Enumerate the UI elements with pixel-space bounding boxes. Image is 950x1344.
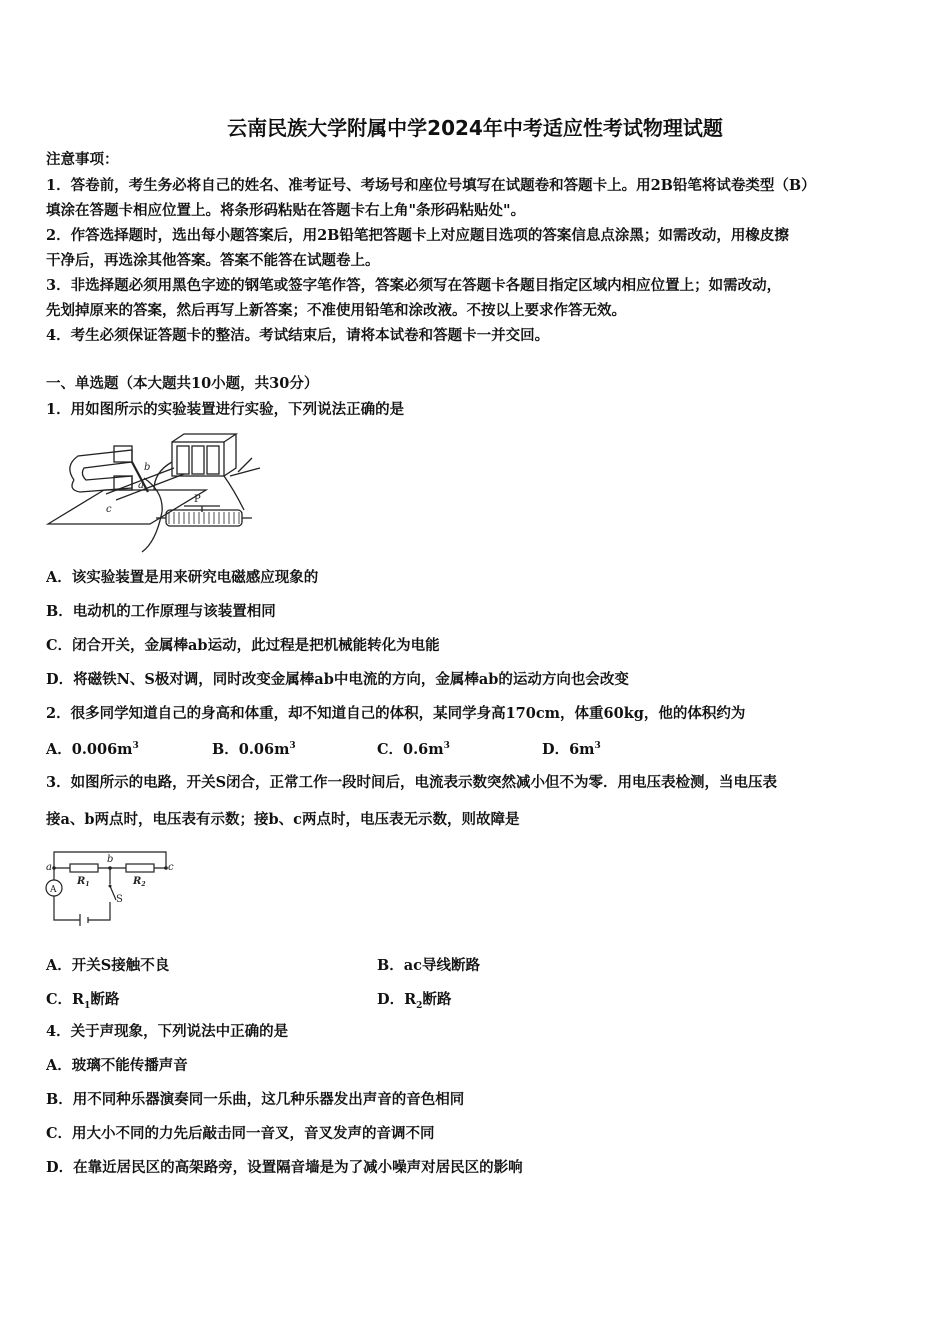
q1-option-d: D．将磁铁N、S极对调，同时改变金属棒ab中电流的方向，金属棒ab的运动方向也会改变 xyxy=(46,671,629,688)
q1-rail-2 xyxy=(116,474,184,500)
q1-stem: 1．用如图所示的实验装置进行实验，下列说法正确的是 xyxy=(46,401,405,418)
q4-option-c: C．用大小不同的力先后敲击同一音叉，音叉发声的音调不同 xyxy=(46,1125,435,1142)
q4-option-a: A．玻璃不能传播声音 xyxy=(46,1057,188,1074)
q3-stem-line-1: 3．如图所示的电路，开关S闭合，正常工作一段时间后，电流表示数突然减小但不为零．用电压表检测，当电压表 xyxy=(46,774,778,791)
q3-resistor-r1 xyxy=(70,864,98,872)
q3-label-switch: S xyxy=(116,894,123,905)
q2-stem: 2．很多同学知道自己的身高和体重，却不知道自己的体积，某同学身高170cm，体重60kg，他的体积约为 xyxy=(46,705,746,722)
q3-stem-line-2: 接a、b两点时，电压表有示数；接b、c两点时，电压表无示数，则故障是 xyxy=(46,811,520,828)
q1-cell-2 xyxy=(192,446,204,474)
notice-line-5: 3．非选择题必须用黑色字迹的钢笔或签字笔作答，答案必须写在答题卡各题目指定区域内相应位置上；如需改动， xyxy=(46,277,782,294)
q1-cell-1 xyxy=(177,446,189,474)
q3-label-ammeter: A xyxy=(50,885,57,895)
q3-switch-contact xyxy=(109,885,112,888)
q4-stem: 4．关于声现象，下列说法中正确的是 xyxy=(46,1023,289,1040)
q2-option-b: B．$0.06m^3$ xyxy=(212,741,296,758)
q2-option-a: A．$0.006m^3$ xyxy=(46,741,139,758)
notice-line-1: 1．答卷前，考生务必将自己的姓名、准考证号、考场号和座位号填写在试题卷和答题卡上。用2B铅笔将试卷类型（B） xyxy=(46,177,816,194)
q3-resistor-r2 xyxy=(126,864,154,872)
q3-option-c: C．$R_1$断路 xyxy=(46,991,120,1011)
notice-line-3: 2．作答选择题时，选出每小题答案后，用2B铅笔把答题卡上对应题目选项的答案信息点涂黑；如需改动，用橡皮擦 xyxy=(46,227,789,244)
q3-option-d: D．$R_2$断路 xyxy=(377,991,452,1011)
q1-label-b: b xyxy=(144,462,151,473)
q1-battery-top xyxy=(172,434,236,442)
q1-label-a: a xyxy=(138,480,144,491)
notice-line-4: 干净后，再选涂其他答案。答案不能答在试题卷上。 xyxy=(46,252,380,269)
q1-wire-2 xyxy=(154,462,172,490)
notice-line-2: 填涂在答题卡相应位置上。将条形码粘贴在答题卡右上角"条形码粘贴处"。 xyxy=(46,202,526,219)
q3-label-b: b xyxy=(107,854,114,865)
notice-heading: 注意事项： xyxy=(46,151,119,168)
q3-battery xyxy=(80,914,88,926)
q1-option-a: A．该实验装置是用来研究电磁感应现象的 xyxy=(46,569,319,586)
q1-label-p: P xyxy=(194,494,201,505)
q3-label-c: c xyxy=(168,862,174,873)
q3-circuit-figure xyxy=(44,846,178,928)
q1-option-c: C．闭合开关，金属棒ab运动，此过程是把机械能转化为电能 xyxy=(46,637,440,654)
q1-magnet-pole-top xyxy=(114,446,132,462)
q3-label-r1: $R_1$ xyxy=(77,876,90,888)
q1-battery-box xyxy=(172,442,224,476)
q1-option-b: B．电动机的工作原理与该装置相同 xyxy=(46,603,276,620)
q3-label-a: a xyxy=(46,862,52,873)
q3-node-a xyxy=(52,866,56,870)
q2-option-d: D．$6m^3$ xyxy=(542,741,601,758)
q3-label-r2: $R_2$ xyxy=(133,876,146,888)
notice-line-7: 4．考生必须保证答题卡的整洁。考试结束后，请将本试卷和答题卡一并交回。 xyxy=(46,327,550,344)
q1-label-c: c xyxy=(106,504,112,515)
q1-cell-3 xyxy=(207,446,219,474)
q1-switch-blade xyxy=(238,458,252,472)
page-title: 云南民族大学附属中学2024年中考适应性考试物理试题 xyxy=(227,116,723,140)
q4-option-b: B．用不同种乐器演奏同一乐曲，这几种乐器发出声音的音色相同 xyxy=(46,1091,465,1108)
q3-node-b xyxy=(108,866,112,870)
q1-rheostat-windings xyxy=(169,512,239,524)
section-heading: 一、单选题（本大题共10小题，共30分） xyxy=(46,375,319,392)
q1-apparatus-figure xyxy=(44,432,264,556)
q1-u-magnet xyxy=(70,450,132,492)
notice-line-6: 先划掉原来的答案，然后再写上新答案；不准使用铅笔和涂改液。不按以上要求作答无效。 xyxy=(46,302,626,319)
q1-rheostat-slider xyxy=(184,506,220,512)
q3-option-b: B．ac导线断路 xyxy=(377,957,480,974)
q3-option-a: A．开关S接触不良 xyxy=(46,957,170,974)
q2-option-c: C．$0.6m^3$ xyxy=(377,741,450,758)
q4-option-d: D．在靠近居民区的高架路旁，设置隔音墙是为了减小噪声对居民区的影响 xyxy=(46,1159,523,1176)
q1-wire-3 xyxy=(224,476,244,510)
